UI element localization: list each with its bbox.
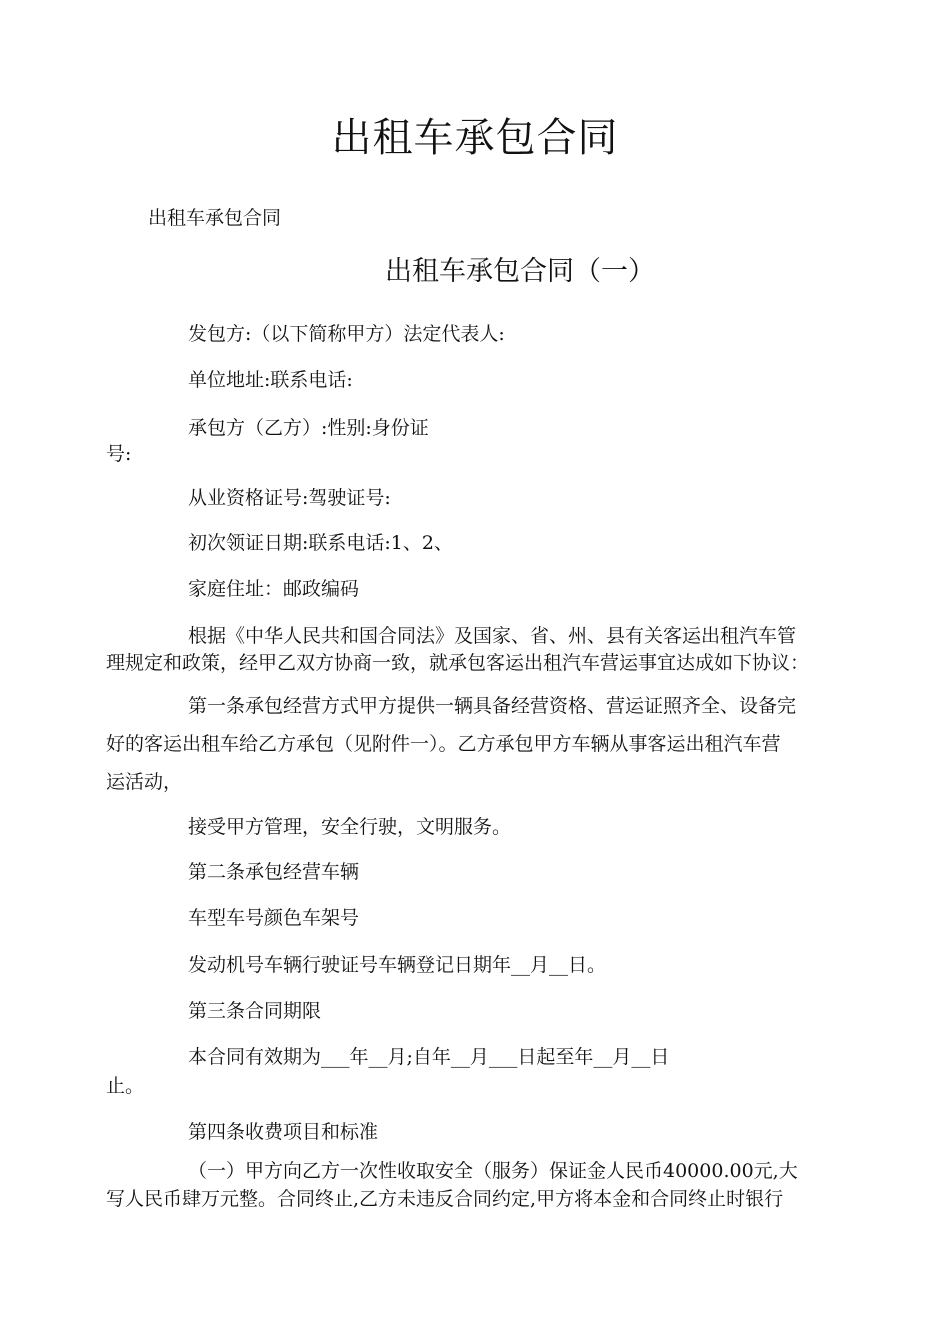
paragraph-line: 家庭住址：邮政编码 bbox=[188, 578, 360, 600]
paragraph-line: （一）甲方向乙方一次性收取安全（服务）保证金人民币40000.00元,大 bbox=[188, 1160, 798, 1182]
paragraph-line: 车型车号颜色车架号 bbox=[188, 907, 360, 929]
document-title: 出租车承包合同 bbox=[331, 115, 619, 161]
section-title: 出租车承包合同（一） bbox=[385, 256, 655, 287]
paragraph-line: 接受甲方管理，安全行驶，文明服务。 bbox=[188, 816, 512, 838]
paragraph-line: 本合同有效期为___年__月;自年__月___日起至年__月__日 bbox=[188, 1046, 670, 1068]
paragraph-line: 承包方（乙方）:性别:身份证 bbox=[188, 417, 429, 439]
paragraph-line: 第二条承包经营车辆 bbox=[188, 861, 360, 883]
paragraph-line: 运活动， bbox=[106, 771, 183, 793]
paragraph-line: 根据《中华人民共和国合同法》及国家、省、州、县有关客运出租汽车管 bbox=[188, 625, 797, 647]
paragraph-line: 写人民币肆万元整。合同终止,乙方未违反合同约定,甲方将本金和合同终止时银行 bbox=[106, 1188, 784, 1210]
paragraph-line: 发动机号车辆行驶证号车辆登记日期年__月__日。 bbox=[188, 954, 607, 976]
paragraph-line: 从业资格证号:驾驶证号: bbox=[188, 487, 391, 509]
document-subtitle: 出租车承包合同 bbox=[148, 207, 282, 229]
paragraph-line: 第四条收费项目和标准 bbox=[188, 1121, 379, 1143]
paragraph-line: 号: bbox=[106, 443, 132, 465]
paragraph-line: 发包方:（以下简称甲方）法定代表人: bbox=[188, 323, 505, 345]
paragraph-line: 第三条合同期限 bbox=[188, 1000, 322, 1022]
paragraph-line: 好的客运出租车给乙方承包（见附件一）。乙方承包甲方车辆从事客运出租汽车营 bbox=[106, 733, 781, 755]
paragraph-line: 单位地址:联系电话: bbox=[188, 369, 353, 391]
paragraph-line: 初次领证日期:联系电话:1、2、 bbox=[188, 532, 453, 554]
paragraph-line: 止。 bbox=[106, 1075, 145, 1097]
paragraph-line: 第一条承包经营方式甲方提供一辆具备经营资格、营运证照齐全、设备完 bbox=[188, 695, 797, 717]
paragraph-line: 理规定和政策，经甲乙双方协商一致，就承包客运出租汽车营运事宜达成如下协议： bbox=[106, 652, 810, 674]
